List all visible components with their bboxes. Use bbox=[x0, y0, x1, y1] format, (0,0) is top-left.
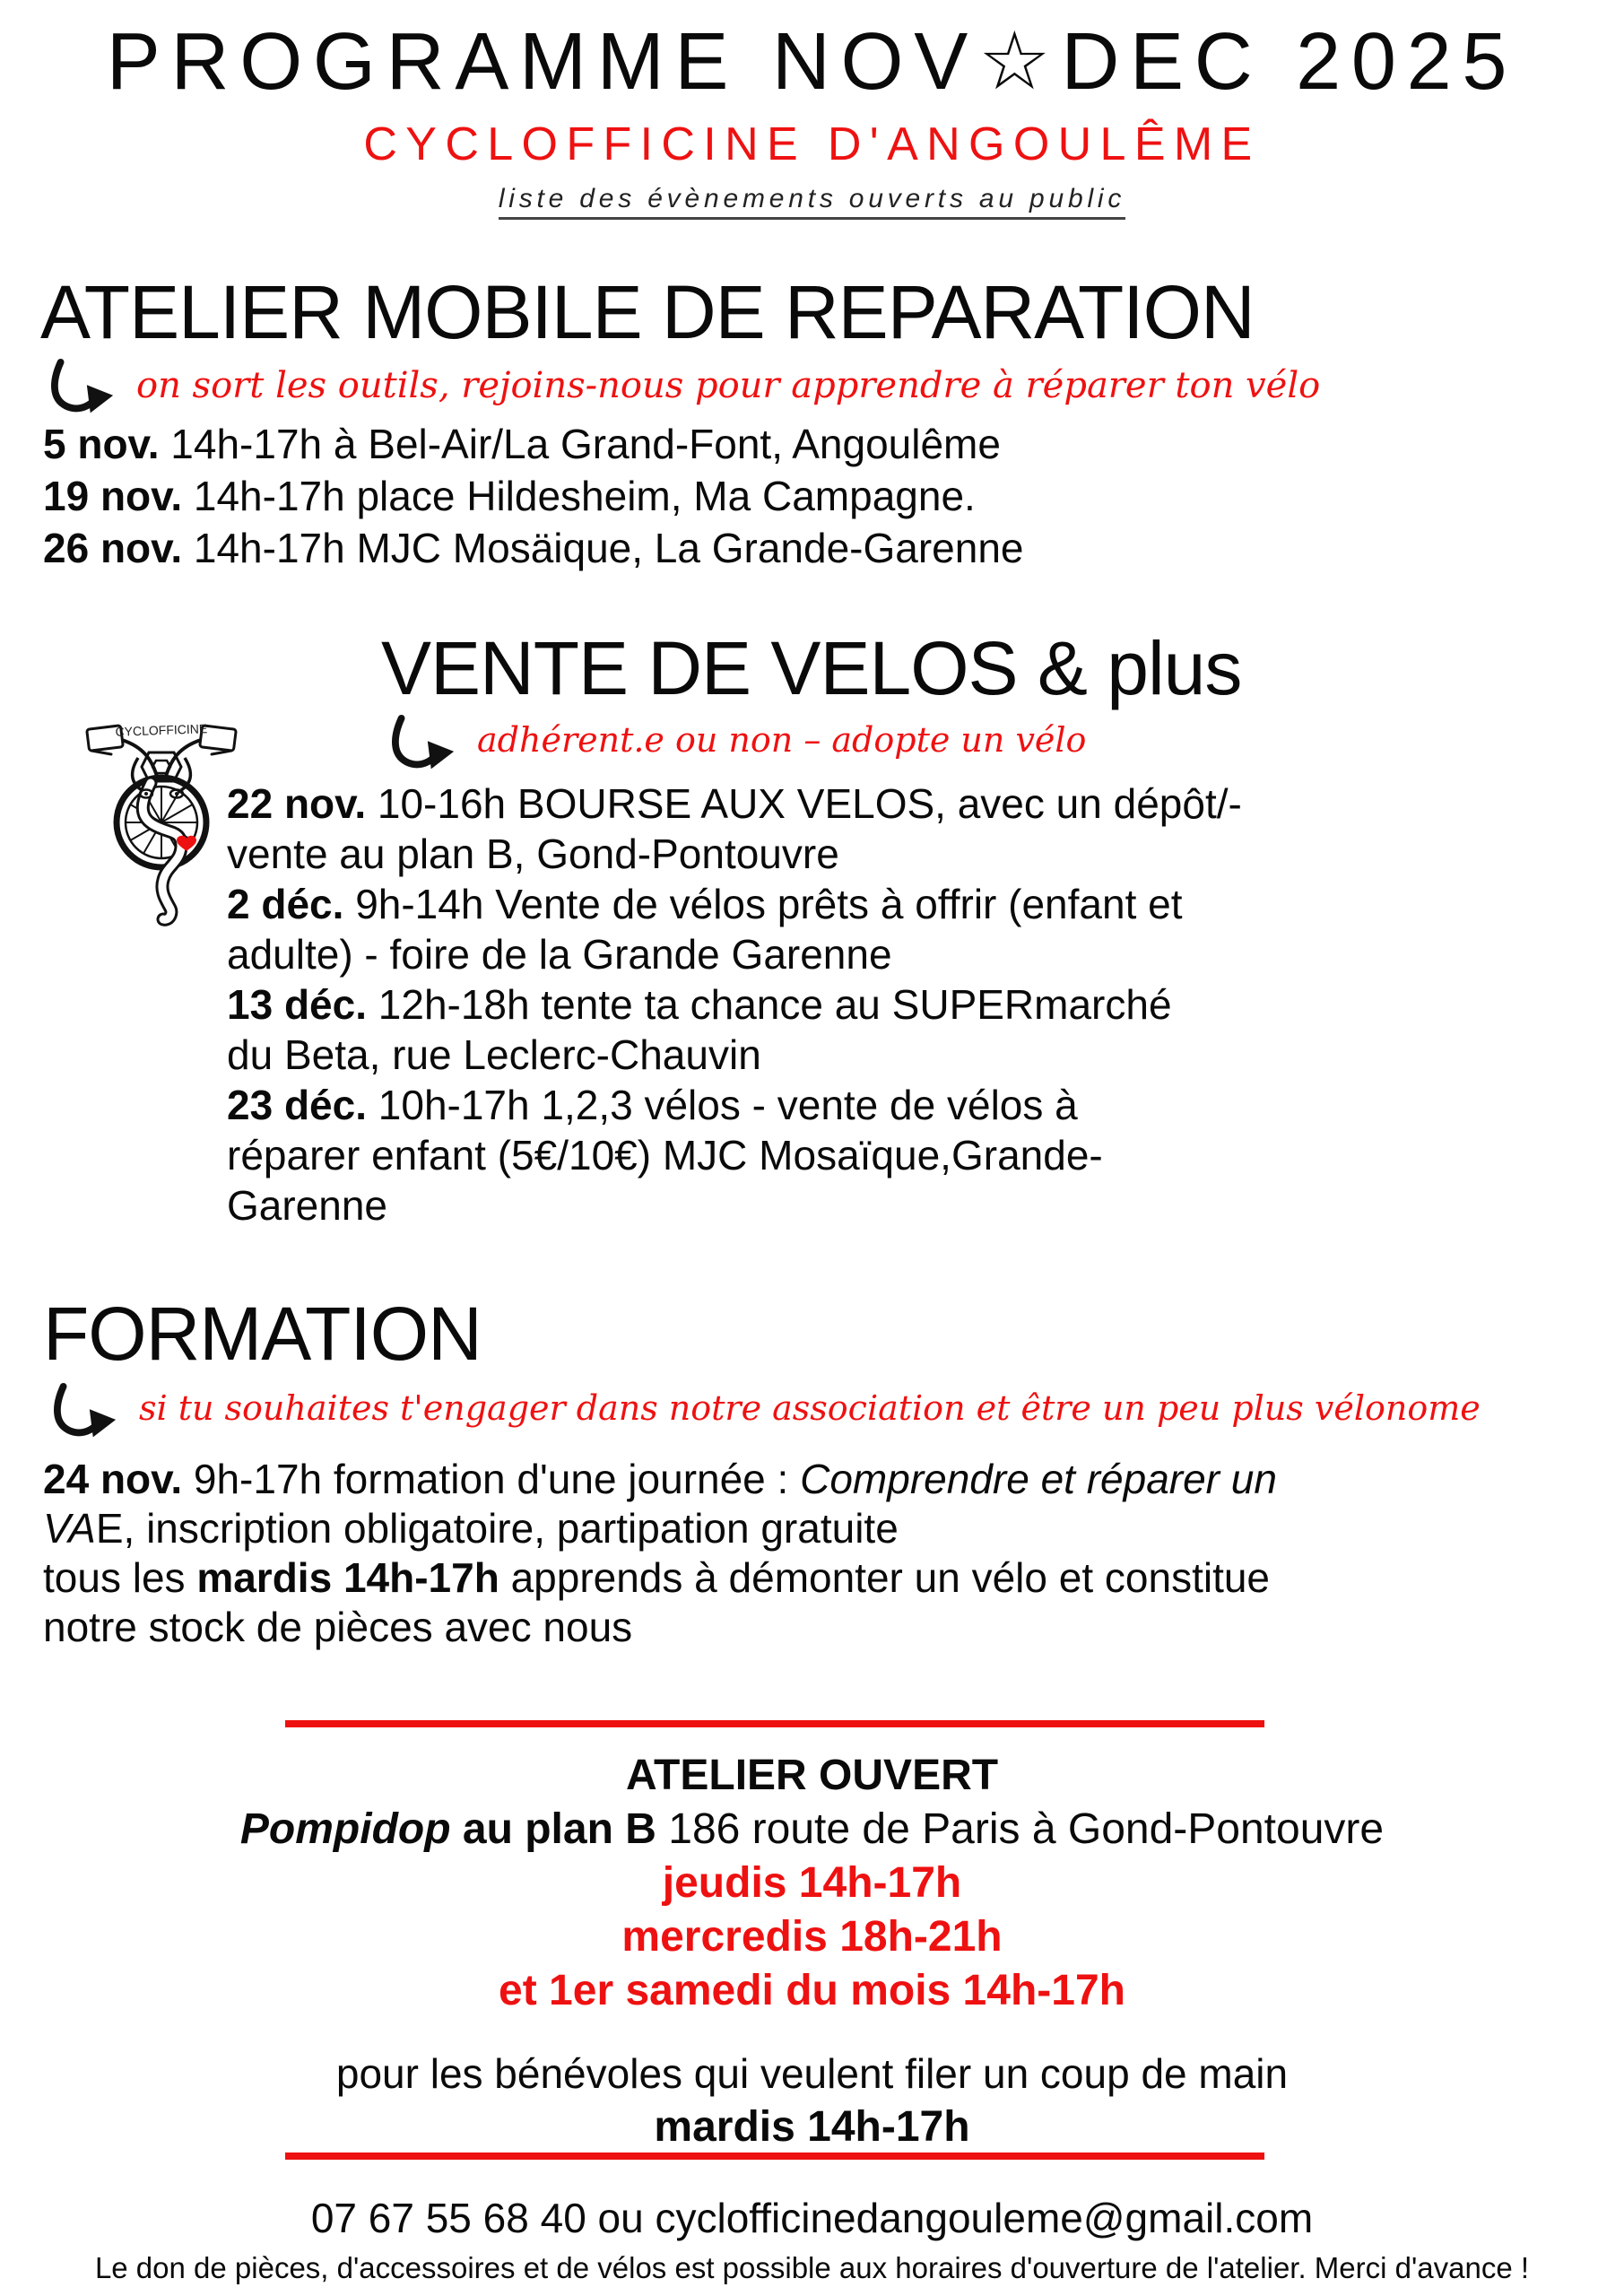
text-segment: 12h-18h tente ta chance au SUPERmarché bbox=[367, 981, 1172, 1028]
page-title: PROGRAMME NOV☆DEC 2025 bbox=[106, 17, 1518, 107]
text-segment: 23 déc. bbox=[227, 1082, 367, 1128]
text-segment: jeudis 14h-17h bbox=[662, 1859, 962, 1907]
handwritten-note-text: on sort les outils, rejoins-nous pour apprendre à réparer ton vélo bbox=[136, 365, 1321, 406]
contact-line: 07 67 55 68 40 ou cyclofficinedangouleme@gmail.com bbox=[310, 2195, 1314, 2241]
text-line bbox=[227, 778, 1242, 829]
atelier-ouvert-block bbox=[0, 1749, 1624, 2018]
text-segment: 186 route de Paris à Gond-Pontouvre bbox=[668, 1805, 1385, 1853]
text-line bbox=[0, 1964, 1624, 2018]
text-segment: 13 déc. bbox=[227, 981, 367, 1028]
curved-arrow-icon bbox=[49, 1381, 119, 1451]
text-line bbox=[43, 470, 1024, 522]
handwritten-note-atelier-mobile bbox=[47, 357, 1320, 427]
handwritten-note-text: si tu souhaites t'engager dans notre association et être un peu plus vélonome bbox=[139, 1388, 1481, 1428]
volunteers-time: mardis 14h-17h bbox=[654, 2103, 970, 2151]
text-segment: Garenne bbox=[227, 1182, 388, 1229]
text-segment: 10h-17h 1,2,3 vélos - vente de vélos à bbox=[367, 1082, 1078, 1128]
text-line bbox=[43, 1603, 1277, 1652]
text-segment: 24 nov. bbox=[43, 1456, 183, 1502]
text-segment: 2 déc. bbox=[227, 881, 344, 927]
tagline: liste des évènements ouverts au public bbox=[499, 184, 1125, 220]
text-segment: 5 nov. bbox=[43, 421, 160, 467]
text-line bbox=[0, 1749, 1624, 1803]
text-line bbox=[0, 1910, 1624, 1964]
text-segment: tous les bbox=[43, 1554, 197, 1601]
tagline-wrap bbox=[0, 184, 1624, 220]
header bbox=[0, 14, 1624, 220]
text-segment: ATELIER OUVERT bbox=[625, 1752, 999, 1799]
handwritten-note-vente bbox=[387, 713, 1086, 783]
text-segment: notre stock de pièces avec nous bbox=[43, 1604, 633, 1650]
text-line bbox=[227, 979, 1242, 1030]
text-line bbox=[227, 929, 1242, 979]
text-segment: vente au plan B, Gond-Pontouvre bbox=[227, 831, 839, 877]
section-vente-heading: VENTE DE VELOS & plus bbox=[381, 626, 1242, 710]
text-line bbox=[0, 1857, 1624, 1910]
text-segment: Pompidop bbox=[239, 1805, 451, 1853]
logo-wordmark: CYCLOFFICINE bbox=[115, 721, 208, 739]
handwritten-note-formation bbox=[49, 1381, 1481, 1451]
curved-arrow-icon bbox=[47, 357, 117, 427]
text-segment: et 1er samedi du mois 14h-17h bbox=[499, 1967, 1125, 2014]
text-segment: mardis 14h-17h bbox=[196, 1554, 499, 1601]
text-segment: 9h-14h Vente de vélos prêts à offrir (enfant et bbox=[343, 881, 1183, 927]
text-line bbox=[227, 829, 1242, 879]
text-segment: mercredis 18h-21h bbox=[621, 1913, 1003, 1961]
text-line bbox=[43, 1504, 1277, 1553]
volunteers-block bbox=[0, 2047, 1624, 2154]
text-segment: adulte) - foire de la Grande Garenne bbox=[227, 931, 892, 978]
formation-lines bbox=[43, 1455, 1277, 1652]
text-line bbox=[227, 1030, 1242, 1080]
donation-note: Le don de pièces, d'accessoires et de vélos est possible aux horaires d'ouverture de l'atelier. Merci d'avance ! bbox=[94, 2251, 1530, 2284]
divider-top bbox=[285, 1720, 1264, 1727]
text-line bbox=[227, 1130, 1242, 1180]
text-segment: au plan B bbox=[450, 1805, 669, 1853]
text-segment: 22 nov. bbox=[227, 780, 367, 827]
text-segment: 9h-17h formation d'une journée : bbox=[182, 1456, 801, 1502]
text-segment: E, inscription obligatoire, partipation gratuite bbox=[95, 1505, 899, 1552]
text-segment: 26 nov. bbox=[43, 525, 183, 571]
text-line bbox=[0, 1803, 1624, 1857]
handwritten-note-text: adhérent.e ou non – adopte un vélo bbox=[477, 720, 1087, 760]
event-lines-atelier-mobile bbox=[43, 418, 1024, 574]
text-line bbox=[227, 1180, 1242, 1231]
event-lines-vente bbox=[227, 778, 1242, 1231]
text-line bbox=[43, 1455, 1277, 1504]
text-segment: 14h-17h place Hildesheim, Ma Campagne. bbox=[182, 473, 976, 519]
text-segment: 19 nov. bbox=[43, 473, 183, 519]
cyclofficine-logo bbox=[76, 704, 247, 928]
divider-bottom bbox=[285, 2152, 1264, 2160]
section-formation-heading: FORMATION bbox=[43, 1292, 482, 1376]
text-segment: 14h-17h MJC Mosäique, La Grande-Garenne bbox=[182, 525, 1024, 571]
org-subtitle: CYCLOFFICINE D'ANGOULÊME bbox=[363, 118, 1261, 170]
text-segment: réparer enfant (5€/10€) MJC Mosaïque,Grande- bbox=[227, 1132, 1103, 1178]
text-line bbox=[227, 879, 1242, 929]
text-segment: apprends à démonter un vélo et constitue bbox=[499, 1554, 1271, 1601]
text-segment: du Beta, rue Leclerc-Chauvin bbox=[227, 1031, 761, 1078]
cyclofficine-logo-drawing bbox=[76, 704, 247, 928]
text-segment: VA bbox=[43, 1505, 96, 1552]
text-segment: Comprendre et réparer un bbox=[800, 1456, 1277, 1502]
text-segment: 10-16h BOURSE AUX VELOS, avec un dépôt/- bbox=[366, 780, 1242, 827]
curved-arrow-icon bbox=[387, 713, 457, 783]
volunteers-line: pour les bénévoles qui veulent filer un coup de main bbox=[335, 2050, 1289, 2097]
text-segment: 14h-17h à Bel-Air/La Grand-Font, Angoulême bbox=[159, 421, 1001, 467]
text-line bbox=[43, 1553, 1277, 1603]
text-line bbox=[43, 522, 1024, 574]
section-atelier-mobile-heading: ATELIER MOBILE DE REPARATION bbox=[40, 270, 1255, 354]
text-line bbox=[227, 1080, 1242, 1130]
text-line bbox=[43, 418, 1024, 470]
